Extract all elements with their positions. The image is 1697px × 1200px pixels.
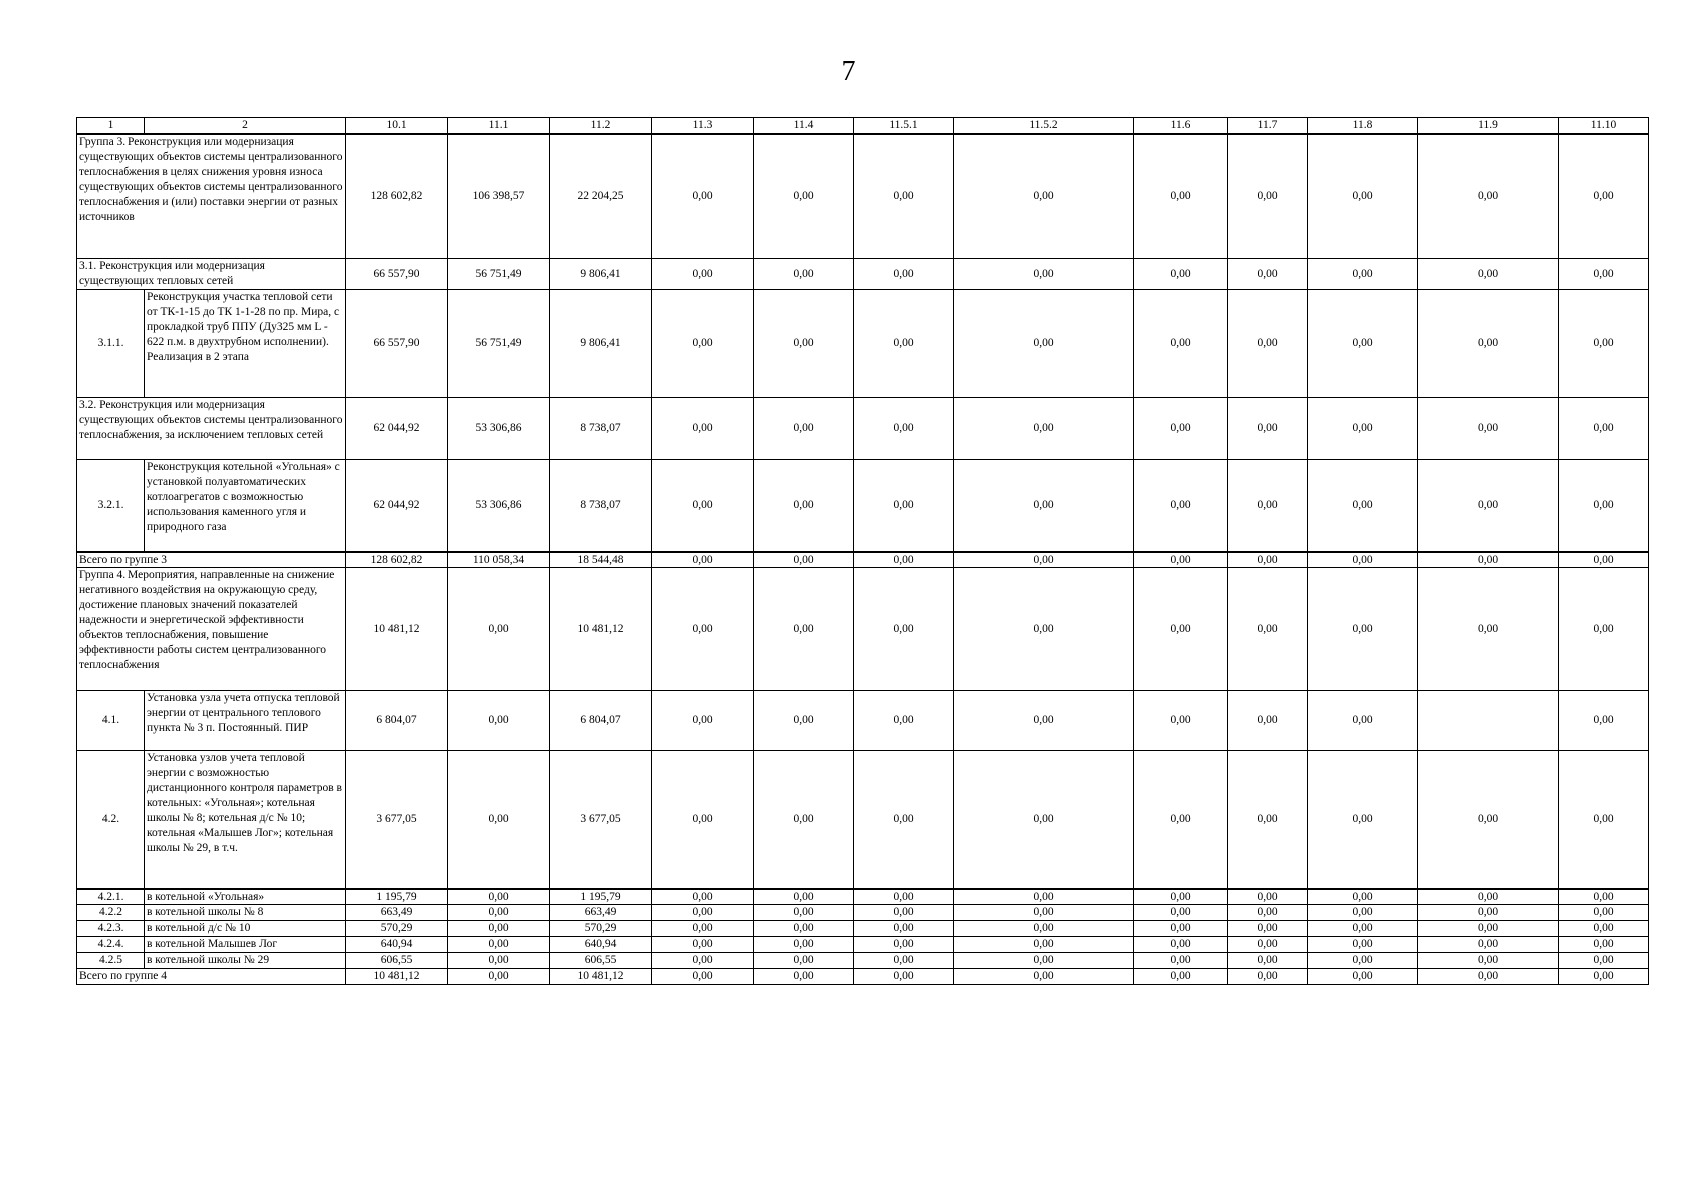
value-cell: 0,00 (1418, 460, 1559, 552)
value-cell: 0,00 (1134, 134, 1228, 259)
value-cell: 0,00 (1559, 259, 1649, 290)
value-cell: 9 806,41 (550, 259, 652, 290)
value-cell: 0,00 (1228, 969, 1308, 985)
value-cell: 62 044,92 (346, 398, 448, 460)
value-cell: 0,00 (754, 937, 854, 953)
value-cell: 0,00 (954, 398, 1134, 460)
value-cell: 0,00 (1228, 921, 1308, 937)
value-cell: 663,49 (550, 905, 652, 921)
value-cell: 0,00 (754, 953, 854, 969)
value-cell: 0,00 (1418, 290, 1559, 398)
item-title: Установка узлов учета тепловой энергии с возможностью дистанционного контроля параметров в котельных: «Угольная»; котельная школы № 8; котельная д/с № 10; котельная «Малышев Лог»; котельная школы № 29, в т.ч. (145, 751, 346, 889)
value-cell: 0,00 (1134, 969, 1228, 985)
header-cell: 11.1 (448, 118, 550, 134)
value-cell: 1 195,79 (550, 889, 652, 905)
header-cell: 11.8 (1308, 118, 1418, 134)
item-code: 3.2.1. (77, 460, 145, 552)
value-cell (1418, 691, 1559, 751)
value-cell: 0,00 (1559, 134, 1649, 259)
table-row (77, 921, 1649, 937)
value-cell: 0,00 (1418, 953, 1559, 969)
value-cell: 0,00 (1308, 568, 1418, 691)
table-row (77, 691, 1649, 751)
value-cell: 0,00 (854, 460, 954, 552)
value-cell: 0,00 (954, 889, 1134, 905)
value-cell: 0,00 (652, 969, 754, 985)
item-code: 3.1.1. (77, 290, 145, 398)
value-cell: 0,00 (1418, 568, 1559, 691)
value-cell: 0,00 (954, 953, 1134, 969)
header-cell: 11.5.1 (854, 118, 954, 134)
value-cell: 8 738,07 (550, 460, 652, 552)
value-cell: 0,00 (1418, 889, 1559, 905)
total-label: Всего по группе 4 (77, 969, 346, 985)
item-code: 4.1. (77, 691, 145, 751)
value-cell: 0,00 (1559, 889, 1649, 905)
total-row (77, 552, 1649, 568)
value-cell: 0,00 (954, 290, 1134, 398)
header-cell: 11.10 (1559, 118, 1649, 134)
table-row (77, 937, 1649, 953)
value-cell: 0,00 (1134, 568, 1228, 691)
value-cell: 3 677,05 (550, 751, 652, 889)
value-cell: 0,00 (754, 460, 854, 552)
value-cell: 0,00 (1559, 460, 1649, 552)
item-title: в котельной Малышев Лог (145, 937, 346, 953)
value-cell: 640,94 (346, 937, 448, 953)
value-cell: 0,00 (448, 889, 550, 905)
value-cell: 640,94 (550, 937, 652, 953)
value-cell: 0,00 (448, 568, 550, 691)
value-cell: 606,55 (346, 953, 448, 969)
value-cell: 128 602,82 (346, 552, 448, 568)
value-cell: 0,00 (1228, 751, 1308, 889)
value-cell: 0,00 (854, 552, 954, 568)
group-row (77, 398, 1649, 460)
group-title: 3.2. Реконструкция или модернизация существующих объектов системы централизованного теплоснабжения, за исключением тепловых сетей (77, 398, 346, 460)
item-code: 4.2. (77, 751, 145, 889)
value-cell: 6 804,07 (346, 691, 448, 751)
item-code: 4.2.3. (77, 921, 145, 937)
value-cell: 0,00 (652, 889, 754, 905)
value-cell: 0,00 (1134, 953, 1228, 969)
value-cell: 0,00 (1134, 921, 1228, 937)
value-cell: 0,00 (954, 905, 1134, 921)
item-code: 4.2.4. (77, 937, 145, 953)
item-title: Реконструкция участка тепловой сети от ТК-1-15 до ТК 1-1-28 по пр. Мира, с прокладкой труб ППУ (Ду325 мм L - 622 п.м. в двухтрубном исполнении). Реализация в 2 этапа (145, 290, 346, 398)
item-title: в котельной «Угольная» (145, 889, 346, 905)
value-cell: 1 195,79 (346, 889, 448, 905)
value-cell: 0,00 (854, 921, 954, 937)
value-cell: 0,00 (854, 398, 954, 460)
value-cell: 0,00 (1559, 568, 1649, 691)
value-cell: 0,00 (754, 889, 854, 905)
value-cell: 0,00 (754, 969, 854, 985)
value-cell: 0,00 (652, 460, 754, 552)
value-cell: 0,00 (1308, 552, 1418, 568)
value-cell: 0,00 (1559, 905, 1649, 921)
value-cell: 0,00 (1134, 552, 1228, 568)
value-cell: 56 751,49 (448, 290, 550, 398)
value-cell: 66 557,90 (346, 290, 448, 398)
value-cell: 10 481,12 (550, 568, 652, 691)
value-cell: 570,29 (346, 921, 448, 937)
value-cell: 0,00 (1228, 953, 1308, 969)
value-cell: 0,00 (754, 290, 854, 398)
value-cell: 0,00 (954, 691, 1134, 751)
page-number: 7 (841, 56, 856, 87)
value-cell: 110 058,34 (448, 552, 550, 568)
value-cell: 66 557,90 (346, 259, 448, 290)
value-cell: 22 204,25 (550, 134, 652, 259)
table-body (77, 118, 1649, 985)
value-cell: 0,00 (1559, 751, 1649, 889)
value-cell: 0,00 (1228, 905, 1308, 921)
value-cell: 62 044,92 (346, 460, 448, 552)
value-cell: 0,00 (1418, 134, 1559, 259)
header-cell: 11.2 (550, 118, 652, 134)
group-title: 3.1. Реконструкция или модернизация существующих тепловых сетей (77, 259, 346, 290)
value-cell: 663,49 (346, 905, 448, 921)
value-cell: 0,00 (954, 969, 1134, 985)
value-cell: 0,00 (1308, 953, 1418, 969)
value-cell: 0,00 (1418, 921, 1559, 937)
value-cell: 0,00 (652, 905, 754, 921)
value-cell: 0,00 (754, 134, 854, 259)
table-row (77, 953, 1649, 969)
value-cell: 0,00 (954, 937, 1134, 953)
value-cell: 0,00 (1559, 552, 1649, 568)
value-cell: 10 481,12 (346, 969, 448, 985)
value-cell: 3 677,05 (346, 751, 448, 889)
value-cell: 0,00 (854, 259, 954, 290)
value-cell: 0,00 (1134, 937, 1228, 953)
header-cell: 11.4 (754, 118, 854, 134)
value-cell: 0,00 (1418, 969, 1559, 985)
value-cell: 0,00 (954, 921, 1134, 937)
value-cell: 0,00 (652, 937, 754, 953)
value-cell: 0,00 (854, 969, 954, 985)
value-cell: 0,00 (1559, 969, 1649, 985)
value-cell: 0,00 (448, 921, 550, 937)
value-cell: 0,00 (652, 290, 754, 398)
value-cell: 0,00 (754, 398, 854, 460)
value-cell: 0,00 (754, 905, 854, 921)
header-cell: 11.9 (1418, 118, 1559, 134)
value-cell: 0,00 (754, 751, 854, 889)
value-cell: 0,00 (1228, 134, 1308, 259)
table-row (77, 889, 1649, 905)
value-cell: 0,00 (1228, 691, 1308, 751)
item-code: 4.2.2 (77, 905, 145, 921)
header-cell: 11.5.2 (954, 118, 1134, 134)
value-cell: 0,00 (448, 937, 550, 953)
value-cell: 0,00 (448, 691, 550, 751)
value-cell: 0,00 (954, 751, 1134, 889)
value-cell: 0,00 (1418, 398, 1559, 460)
item-code: 4.2.1. (77, 889, 145, 905)
value-cell: 0,00 (854, 937, 954, 953)
value-cell: 0,00 (754, 259, 854, 290)
value-cell: 0,00 (1228, 552, 1308, 568)
value-cell: 0,00 (854, 691, 954, 751)
value-cell: 0,00 (1308, 889, 1418, 905)
item-title: в котельной школы № 29 (145, 953, 346, 969)
value-cell: 0,00 (1228, 568, 1308, 691)
group-row (77, 259, 1649, 290)
value-cell: 0,00 (754, 691, 854, 751)
value-cell: 0,00 (1308, 921, 1418, 937)
header-row (77, 118, 1649, 134)
value-cell: 0,00 (652, 552, 754, 568)
value-cell: 0,00 (1228, 889, 1308, 905)
group-row (77, 568, 1649, 691)
item-title: в котельной школы № 8 (145, 905, 346, 921)
value-cell: 0,00 (448, 953, 550, 969)
value-cell: 0,00 (448, 751, 550, 889)
value-cell: 0,00 (854, 290, 954, 398)
value-cell: 0,00 (1228, 290, 1308, 398)
value-cell: 0,00 (1134, 889, 1228, 905)
value-cell: 0,00 (1559, 290, 1649, 398)
value-cell: 10 481,12 (346, 568, 448, 691)
value-cell: 0,00 (652, 921, 754, 937)
value-cell: 0,00 (1308, 905, 1418, 921)
value-cell: 56 751,49 (448, 259, 550, 290)
value-cell: 0,00 (1308, 259, 1418, 290)
header-cell: 2 (145, 118, 346, 134)
value-cell: 0,00 (1559, 953, 1649, 969)
header-cell: 11.7 (1228, 118, 1308, 134)
value-cell: 0,00 (1308, 290, 1418, 398)
value-cell: 0,00 (854, 568, 954, 691)
value-cell: 0,00 (1134, 751, 1228, 889)
value-cell: 0,00 (1308, 134, 1418, 259)
value-cell: 10 481,12 (550, 969, 652, 985)
item-title: в котельной д/с № 10 (145, 921, 346, 937)
value-cell: 0,00 (854, 905, 954, 921)
value-cell: 0,00 (1308, 751, 1418, 889)
value-cell: 0,00 (1134, 460, 1228, 552)
value-cell: 0,00 (1559, 937, 1649, 953)
value-cell: 9 806,41 (550, 290, 652, 398)
value-cell: 0,00 (954, 460, 1134, 552)
value-cell: 0,00 (1308, 937, 1418, 953)
value-cell: 0,00 (854, 953, 954, 969)
value-cell: 0,00 (652, 568, 754, 691)
value-cell: 606,55 (550, 953, 652, 969)
value-cell: 0,00 (954, 568, 1134, 691)
value-cell: 0,00 (1418, 259, 1559, 290)
value-cell: 0,00 (448, 969, 550, 985)
value-cell: 0,00 (652, 953, 754, 969)
value-cell: 0,00 (652, 691, 754, 751)
header-cell: 11.6 (1134, 118, 1228, 134)
table-row (77, 460, 1649, 552)
total-label: Всего по группе 3 (77, 552, 346, 568)
value-cell: 0,00 (754, 921, 854, 937)
value-cell: 0,00 (1308, 398, 1418, 460)
value-cell: 0,00 (1134, 398, 1228, 460)
table-row (77, 290, 1649, 398)
value-cell: 0,00 (1308, 969, 1418, 985)
item-title: Реконструкция котельной «Угольная» с установкой полуавтоматических котлоагрегатов с возможностью использования каменного угля и природного газа (145, 460, 346, 552)
value-cell: 0,00 (1308, 691, 1418, 751)
value-cell: 53 306,86 (448, 460, 550, 552)
value-cell: 0,00 (1134, 691, 1228, 751)
value-cell: 128 602,82 (346, 134, 448, 259)
item-code: 4.2.5 (77, 953, 145, 969)
header-cell: 10.1 (346, 118, 448, 134)
value-cell: 0,00 (1418, 552, 1559, 568)
value-cell: 0,00 (652, 259, 754, 290)
value-cell: 0,00 (652, 751, 754, 889)
value-cell: 0,00 (1134, 905, 1228, 921)
value-cell: 0,00 (954, 134, 1134, 259)
group-row (77, 134, 1649, 259)
value-cell: 0,00 (1308, 460, 1418, 552)
value-cell: 0,00 (1559, 398, 1649, 460)
table-row (77, 751, 1649, 889)
total-row (77, 969, 1649, 985)
value-cell: 0,00 (854, 134, 954, 259)
header-cell: 11.3 (652, 118, 754, 134)
item-title: Установка узла учета отпуска тепловой энергии от центрального теплового пункта № 3 п. Постоянный. ПИР (145, 691, 346, 751)
value-cell: 0,00 (1228, 460, 1308, 552)
value-cell: 0,00 (854, 889, 954, 905)
investment-table (76, 117, 1649, 985)
value-cell: 0,00 (1228, 937, 1308, 953)
value-cell: 0,00 (1418, 937, 1559, 953)
value-cell: 0,00 (754, 552, 854, 568)
value-cell: 18 544,48 (550, 552, 652, 568)
table-row (77, 905, 1649, 921)
value-cell: 0,00 (1134, 259, 1228, 290)
value-cell: 0,00 (1418, 905, 1559, 921)
value-cell: 0,00 (1418, 751, 1559, 889)
value-cell: 8 738,07 (550, 398, 652, 460)
value-cell: 53 306,86 (448, 398, 550, 460)
value-cell: 0,00 (1559, 921, 1649, 937)
value-cell: 0,00 (954, 552, 1134, 568)
value-cell: 0,00 (652, 398, 754, 460)
value-cell: 0,00 (1559, 691, 1649, 751)
value-cell: 0,00 (1134, 290, 1228, 398)
value-cell: 0,00 (1228, 259, 1308, 290)
value-cell: 0,00 (754, 568, 854, 691)
value-cell: 0,00 (854, 751, 954, 889)
value-cell: 0,00 (448, 905, 550, 921)
group-title: Группа 4. Мероприятия, направленные на снижение негативного воздействия на окружающую среду, достижение плановых значений показателей надежности и энергетической эффективности объектов теплоснабжения, повышение эффективности работы систем централизованного теплоснабжения (77, 568, 346, 691)
value-cell: 106 398,57 (448, 134, 550, 259)
group-title: Группа 3. Реконструкция или модернизация существующих объектов системы централизованного теплоснабжения в целях снижения уровня износа существующих объектов системы централизованного теплоснабжения и (или) поставки энергии от разных источников (77, 134, 346, 259)
header-cell: 1 (77, 118, 145, 134)
value-cell: 6 804,07 (550, 691, 652, 751)
value-cell: 0,00 (1228, 398, 1308, 460)
value-cell: 0,00 (954, 259, 1134, 290)
value-cell: 570,29 (550, 921, 652, 937)
value-cell: 0,00 (652, 134, 754, 259)
